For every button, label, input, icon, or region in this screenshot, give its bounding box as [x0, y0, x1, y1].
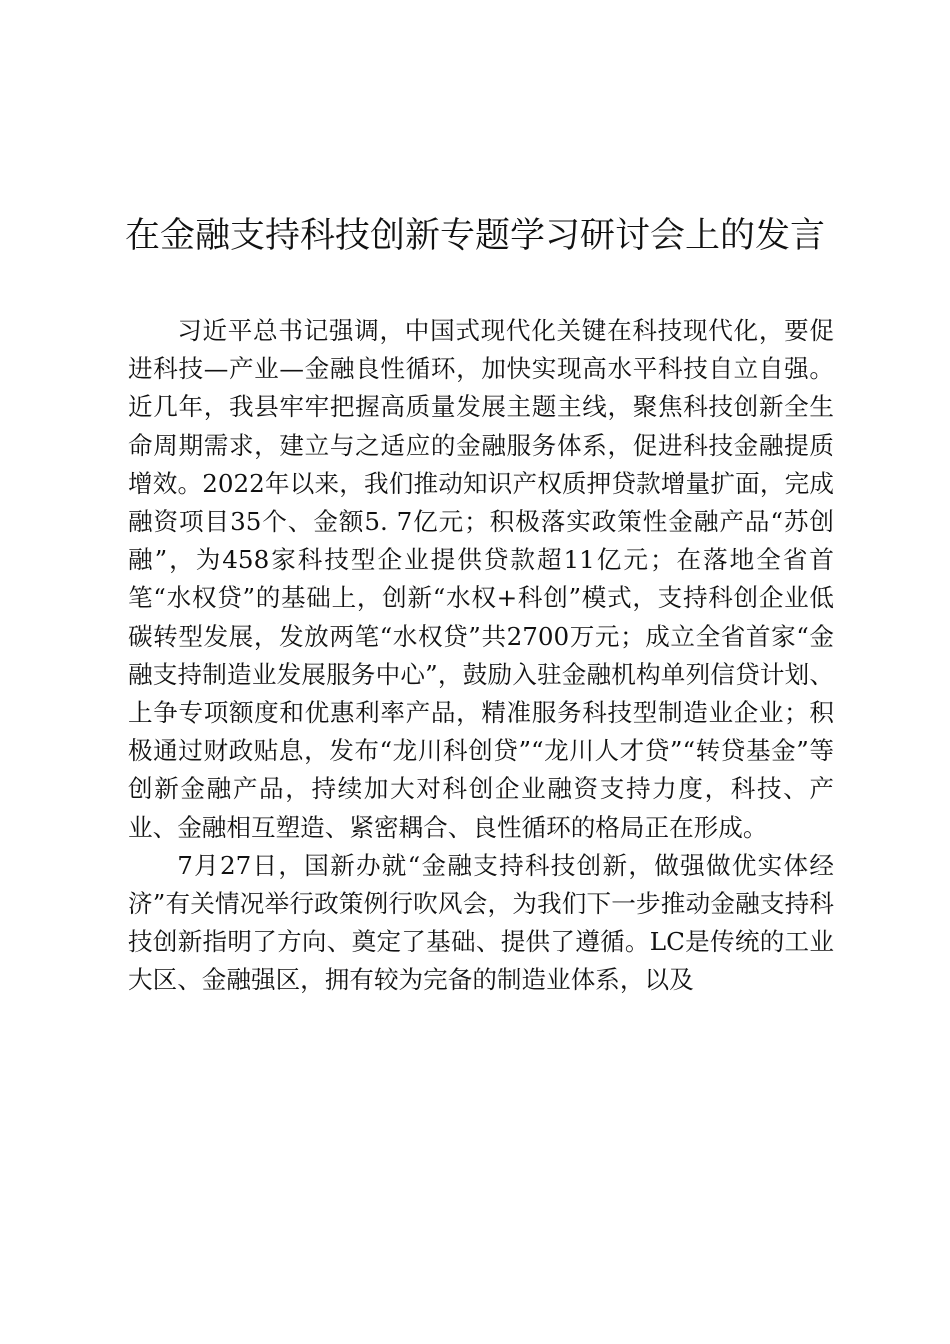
paragraph-1: 习近平总书记强调，中国式现代化关键在科技现代化，要促进科技—产业—金融良性循环，加快实现高水平科技自立自强。近几年，我县牢牢把握高质量发展主题主线，聚焦科技创新全生命周期需求，建立与之适应的金融服务体系，促进科技金融提质增效。2022年以来，我们推动知识产权质押贷款增量扩面，完成融资项目35个、金额5. 7亿元；积极落实政策性金融产品“苏创融”，为458家科技型企业提供贷款超11亿元；在落地全省首笔“水权贷”的基础上，创新“水权+科创”模式，支持科创企业低碳转型发展，发放两笔“水权贷”共2700万元；成立全省首家“金融支持制造业发展服务中心”，鼓励入驻金融机构单列信贷计划、上争专项额度和优惠利率产品，精准服务科技型制造业企业；积极通过财政贴息，发布“龙川科创贷”“龙川人才贷”“转贷基金”等创新金融产品，持续加大对科创企业融资支持力度，科技、产业、金融相互塑造、紧密耦合、良性循环的格局正在形成。: [128, 316, 834, 842]
paragraph-2: 7月27日，国新办就“金融支持科技创新，做强做优实体经济”有关情况举行政策例行吹风会，为我们下一步推动金融支持科技创新指明了方向、奠定了基础、提供了遵循。LC是传统的工业大区、金融强区，拥有较为完备的制造业体系，以及: [128, 850, 834, 995]
document-title: 在金融支持科技创新专题学习研讨会上的发言: [124, 216, 825, 256]
document-body: [128, 312, 834, 1000]
